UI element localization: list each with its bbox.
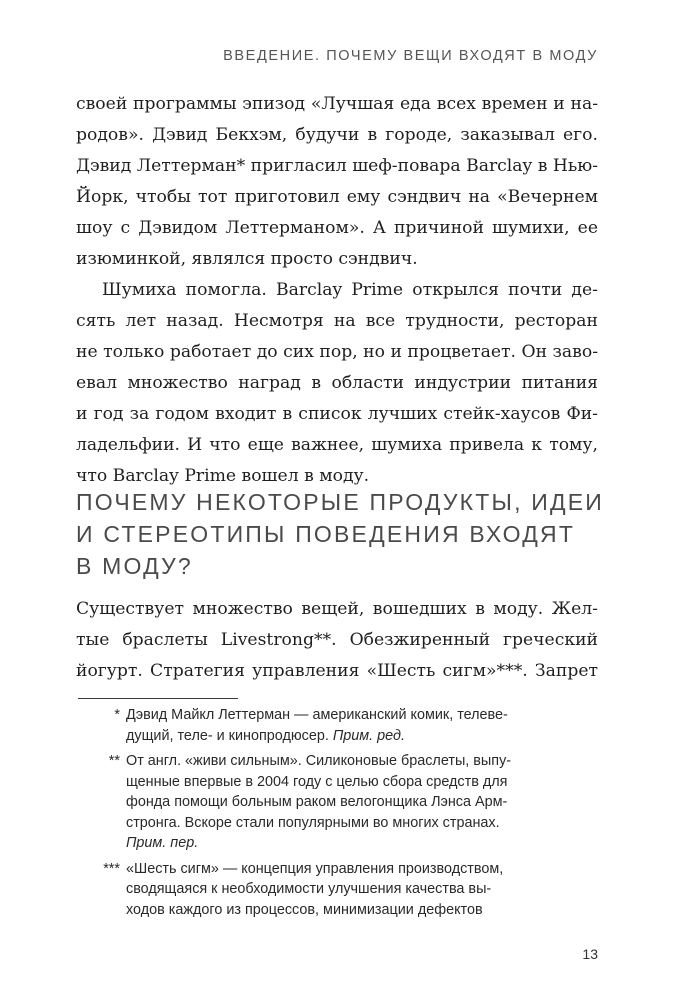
footnote-marker: **	[108, 753, 120, 769]
footnote-line: сводящаяся к необходимости улучшения качества вы-	[126, 881, 492, 897]
paragraph-3	[76, 594, 598, 687]
footnote-1	[78, 705, 598, 746]
text-line: шоу с Дэвидом Леттерманом». А причиной шумихи, ее	[76, 218, 598, 238]
text-line: Шумиха помогла. Barclay Prime открылся почти де-	[102, 280, 598, 300]
text-line: евал множество наград в области индустрии питания	[76, 373, 598, 393]
paragraph-2	[76, 275, 598, 492]
footnotes	[78, 705, 598, 925]
text-line: Существует множество вещей, вошедших в моду. Жел-	[76, 599, 598, 619]
footnote-line: фонда помощи больным раком велогонщика Лэнса Арм-	[126, 794, 508, 810]
footnote-marker: *	[114, 707, 120, 723]
footnote-note: Прим. пер.	[126, 835, 199, 851]
text-line: родов». Дэвид Бекхэм, будучи в городе, заказывал его.	[76, 125, 598, 145]
heading-line: В МОДУ?	[76, 553, 193, 579]
text-line: Йорк, чтобы тот приготовил ему сэндвич на «Вечернем	[76, 187, 598, 207]
heading-line: И СТЕРЕОТИПЫ ПОВЕДЕНИЯ ВХОДЯТ	[76, 521, 576, 547]
footnote-line: ходов каждого из процессов, минимизации дефектов	[126, 901, 483, 918]
text-line: своей программы эпизод «Лучшая еда всех времен и на-	[76, 94, 598, 114]
heading-line: ПОЧЕМУ НЕКОТОРЫЕ ПРОДУКТЫ, ИДЕИ	[76, 489, 605, 515]
footnote-marker: ***	[103, 860, 120, 877]
text-line: ладельфии. И что еще важнее, шумиха привела к тому,	[76, 435, 598, 455]
text-line: изюминкой, являлся просто сэндвич.	[76, 249, 418, 269]
footnote-line: стронга. Вскоре стали популярными во многих странах.	[126, 814, 500, 831]
text-line: и год за годом входит в список лучших стейк-хаусов Фи-	[76, 404, 598, 424]
footnote-line: От англ. «живи сильным». Силиконовые браслеты, выпу-	[126, 753, 512, 769]
main-text-top	[76, 89, 598, 492]
text-line: тые браслеты Livestrong**. Обезжиренный греческий	[76, 630, 598, 650]
footnote-note: Прим. ред.	[332, 727, 405, 744]
section-heading	[76, 486, 605, 582]
paragraph-1	[76, 89, 598, 275]
text-line: Дэвид Леттерман* пригласил шеф-повара Barclay в Нью-	[76, 156, 598, 176]
footnote-3	[78, 859, 598, 921]
page-number: 13	[582, 946, 598, 962]
text-line: йогурт. Стратегия управления «Шесть сигм»***. Запрет	[76, 661, 598, 681]
footnote-line: дущий, теле- и кинопродюсер. Прим. ред.	[126, 727, 405, 744]
text-line: что Barclay Prime вошел в моду.	[76, 466, 370, 486]
text-line: сять лет назад. Несмотря на все трудности, ресторан	[76, 311, 598, 331]
running-head: ВВЕДЕНИЕ. ПОЧЕМУ ВЕЩИ ВХОДЯТ В МОДУ	[223, 48, 598, 64]
footnote-divider	[78, 698, 238, 699]
footnote-2	[78, 751, 598, 854]
main-text-bottom	[76, 594, 598, 687]
footnote-line: Дэвид Майкл Леттерман — американский комик, телеве-	[126, 707, 508, 723]
footnote-line: «Шесть сигм» — концепция управления производством,	[126, 860, 504, 877]
text-line: не только работает до сих пор, но и процветает. Он заво-	[76, 342, 598, 362]
footnote-line: щенные впервые в 2004 году с целью сбора средств для	[126, 773, 508, 790]
